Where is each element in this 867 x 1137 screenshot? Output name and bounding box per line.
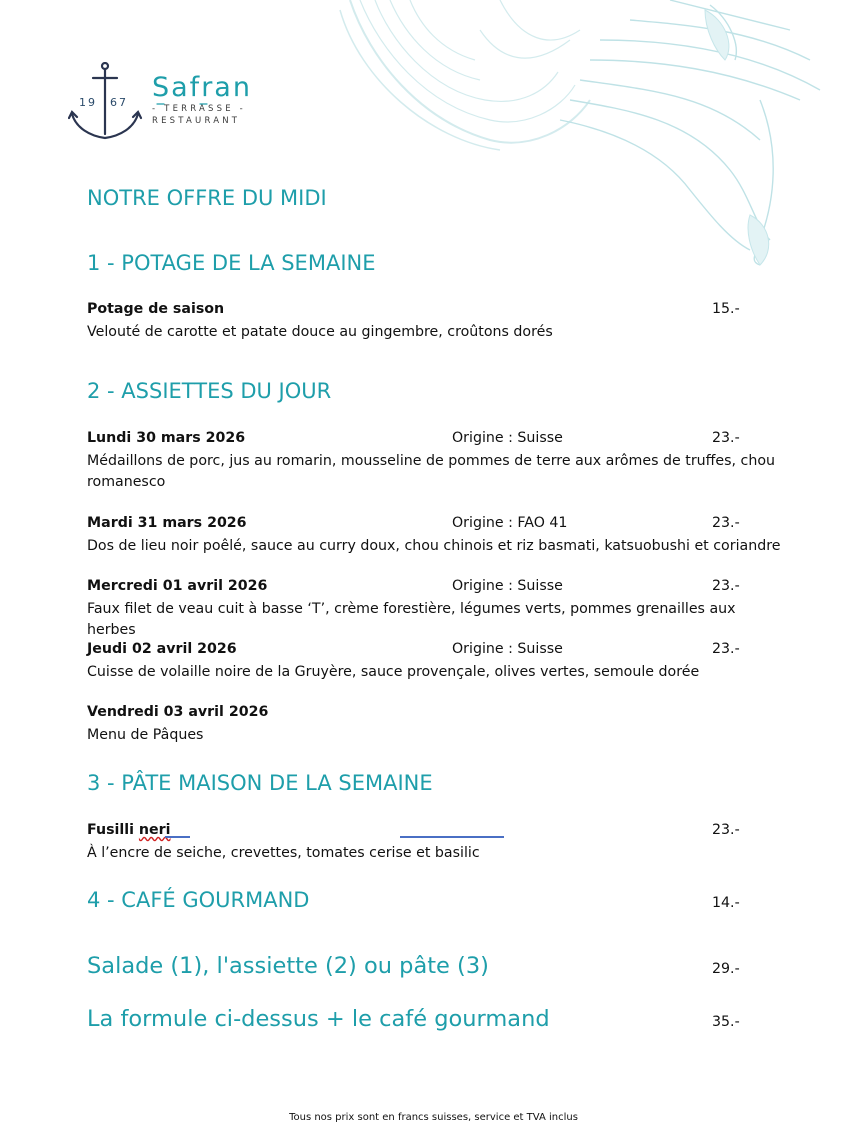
formula-heading: Salade (1), l'assiette (2) ou pâte (3) bbox=[87, 953, 489, 979]
item-price: 23.- bbox=[712, 822, 740, 838]
item-description: Médaillons de porc, jus au romarin, mousseline de pommes de terre aux arômes de truffes, chou romanesco bbox=[87, 453, 776, 490]
item-name: Mardi 31 mars 2026 bbox=[87, 515, 247, 531]
item-description: Cuisse de volaille noire de la Gruyère, sauce provençale, olives vertes, semoule dorée bbox=[87, 664, 700, 680]
logo-year-left: 19 bbox=[79, 96, 97, 109]
brand-subtitle-terrasse: - TERRASSE - bbox=[152, 104, 246, 114]
item-description: À l’encre de seiche, crevettes, tomates cerise et basilic bbox=[87, 845, 480, 861]
item-price: 23.- bbox=[712, 515, 740, 531]
item-name: Potage de saison bbox=[87, 301, 225, 317]
cafe-price: 14.- bbox=[712, 895, 740, 911]
item-description: Velouté de carotte et patate douce au gingembre, croûtons dorés bbox=[87, 324, 553, 340]
underline-mark bbox=[165, 836, 190, 838]
item-origin: Origine : Suisse bbox=[452, 578, 563, 594]
item-origin: Origine : FAO 41 bbox=[452, 515, 568, 531]
logo-year-right: 67 bbox=[110, 96, 128, 109]
item-origin: Origine : Suisse bbox=[452, 641, 563, 657]
brand-subtitle-restaurant: RESTAURANT bbox=[152, 116, 241, 126]
item-description: Dos de lieu noir poêlé, sauce au curry doux, chou chinois et riz basmati, katsuobushi et coriandre bbox=[87, 538, 781, 554]
section-heading-plates: 2 - ASSIETTES DU JOUR bbox=[87, 379, 332, 403]
section-heading-pasta: 3 - PÂTE MAISON DE LA SEMAINE bbox=[87, 771, 433, 795]
item-description: Faux filet de veau cuit à basse ‘T’, crème forestière, légumes verts, pommes grenailles aux herbes bbox=[87, 601, 736, 638]
item-price: 23.- bbox=[712, 641, 740, 657]
formula-price: 29.- bbox=[712, 961, 740, 977]
item-price: 23.- bbox=[712, 430, 740, 446]
item-price: 23.- bbox=[712, 578, 740, 594]
item-name: Fusilli neri bbox=[87, 822, 171, 838]
formula-price: 35.- bbox=[712, 1014, 740, 1030]
section-heading-cafe: 4 - CAFÉ GOURMAND bbox=[87, 888, 310, 912]
underline-mark bbox=[400, 836, 504, 838]
brand-name: Safran bbox=[152, 72, 252, 103]
section-heading-soup: 1 - POTAGE DE LA SEMAINE bbox=[87, 251, 376, 275]
formula-heading: La formule ci-dessus + le café gourmand bbox=[87, 1006, 550, 1032]
item-name: Mercredi 01 avril 2026 bbox=[87, 578, 268, 594]
item-description: Menu de Pâques bbox=[87, 727, 204, 743]
page-title: NOTRE OFFRE DU MIDI bbox=[87, 186, 327, 210]
item-name: Lundi 30 mars 2026 bbox=[87, 430, 246, 446]
item-name: Jeudi 02 avril 2026 bbox=[87, 641, 237, 657]
item-name: Vendredi 03 avril 2026 bbox=[87, 704, 269, 720]
jellyfish-illustration bbox=[330, 0, 867, 300]
item-price: 15.- bbox=[712, 301, 740, 317]
footer-note: Tous nos prix sont en francs suisses, service et TVA inclus bbox=[289, 1112, 578, 1123]
item-origin: Origine : Suisse bbox=[452, 430, 563, 446]
